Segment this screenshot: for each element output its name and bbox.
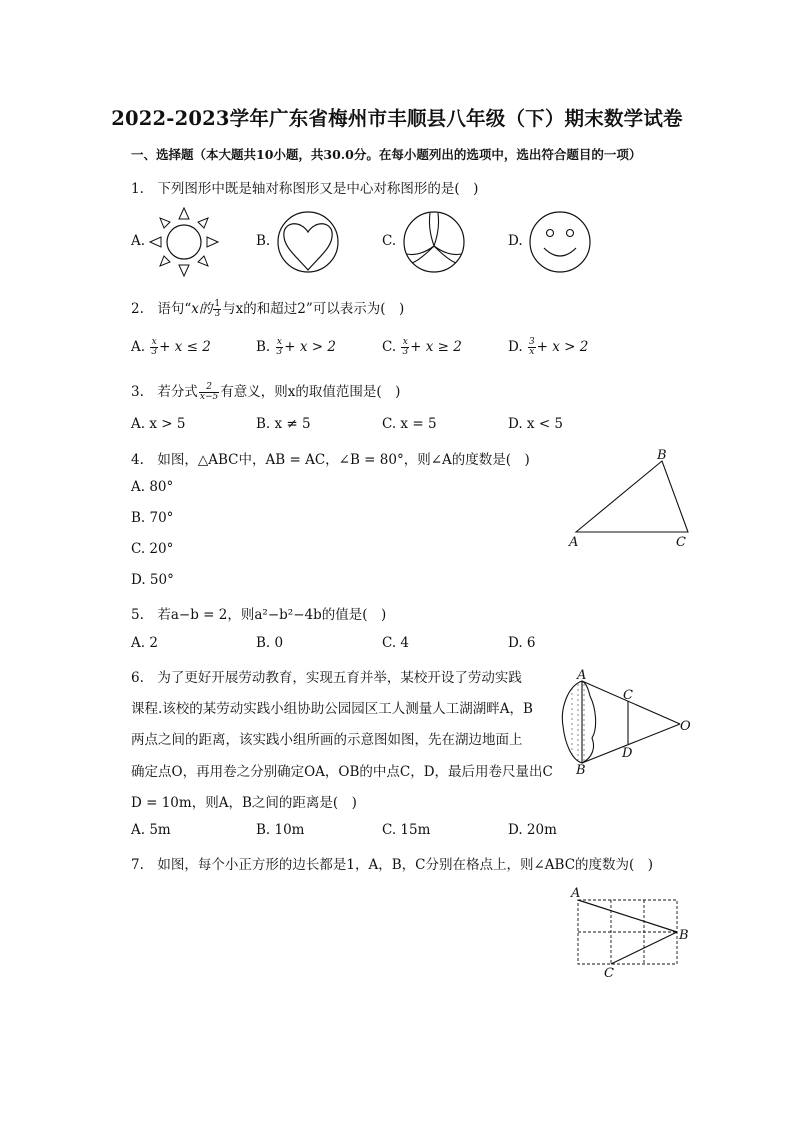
q1-option-c-label[interactable]: C. — [382, 233, 397, 249]
q3-option-a[interactable]: A. x > 5 — [131, 416, 186, 432]
q1-option-a-label[interactable]: A. — [131, 233, 146, 249]
q5-option-b[interactable]: B. 0 — [256, 635, 284, 651]
question-6-line-2: 课程.该校的某劳动实践小组协助公园园区工人测量人工湖湖畔A，B — [131, 701, 533, 717]
label-a: A — [577, 668, 587, 683]
label-a: A — [571, 886, 581, 901]
label-a: A — [569, 535, 579, 550]
question-6-line-5: D = 10m，则A，B之间的距离是( ) — [131, 795, 357, 811]
label-o: O — [680, 719, 691, 734]
q2-option-b[interactable]: B. $\frac{x}{3}$ + x > 2 — [256, 337, 336, 357]
q4-option-c[interactable]: C. 20° — [131, 541, 174, 557]
label-b: B — [657, 448, 667, 463]
q4-option-d[interactable]: D. 50° — [131, 572, 174, 588]
lake-measure-figure — [556, 668, 696, 778]
section-heading: 一、选择题（本大题共10小题，共30.0分。在每小题列出的选项中，选出符合题目的一项） — [131, 147, 642, 162]
q6-option-c[interactable]: C. 15m — [382, 822, 431, 838]
q1-option-d-label[interactable]: D. — [508, 233, 523, 249]
q2-option-c[interactable]: C. $\frac{x}{3}$ + x ≥ 2 — [382, 337, 462, 357]
heart-figure — [276, 210, 340, 274]
question-6-line-1: 6. 为了更好开展劳动教育，实现五育并举，某校开设了劳动实践 — [131, 670, 522, 686]
label-d: D — [622, 746, 633, 761]
smiley-figure — [528, 210, 592, 274]
q3-option-b[interactable]: B. x ≠ 5 — [256, 416, 311, 432]
q5-option-d[interactable]: D. 6 — [508, 635, 536, 651]
fraction: $\frac{1}{3}$ — [214, 299, 221, 319]
question-7-stem: 7. 如图，每个小正方形的边长都是1，A，B，C分别在格点上，则∠ABC的度数为( ) — [131, 857, 654, 873]
sun-figure — [148, 206, 220, 278]
q6-option-b[interactable]: B. 10m — [256, 822, 305, 838]
question-5-stem: 5. 若a−b = 2，则a²−b²−4b的值是( ) — [131, 607, 387, 623]
q5-option-a[interactable]: A. 2 — [131, 635, 158, 651]
label-c: C — [676, 535, 686, 550]
triangle-abc-figure — [565, 446, 695, 548]
label-b: B — [679, 928, 689, 943]
q5-option-c[interactable]: C. 4 — [382, 635, 410, 651]
q1-option-b-label[interactable]: B. — [256, 233, 271, 249]
question-6-line-3: 两点之间的距离，该实践小组所画的示意图如图，先在湖边地面上 — [131, 732, 523, 748]
q6-option-a[interactable]: A. 5m — [131, 822, 171, 838]
label-b: B — [576, 763, 586, 778]
question-6-line-4: 确定点O，再用卷之分别确定OA，OB的中点C，D，最后用卷尺量出C — [131, 764, 553, 780]
q4-option-a[interactable]: A. 80° — [131, 479, 174, 495]
question-1-stem: 1. 下列图形中既是轴对称图形又是中心对称图形的是( ) — [131, 181, 479, 197]
q3-option-c[interactable]: C. x = 5 — [382, 416, 437, 432]
q6-option-d[interactable]: D. 20m — [508, 822, 557, 838]
page-title: 2022-2023学年广东省梅州市丰顺县八年级（下）期末数学试卷 — [111, 107, 683, 130]
question-4-stem: 4. 如图，△ABC中，AB = AC，∠B = 80°，则∠A的度数是( ) — [131, 452, 530, 468]
q2-option-a[interactable]: A. $\frac{x}{3}$ + x ≤ 2 — [131, 337, 211, 357]
q4-option-b[interactable]: B. 70° — [131, 510, 174, 526]
q3-option-d[interactable]: D. x < 5 — [508, 416, 564, 432]
label-c: C — [623, 688, 633, 703]
question-3-stem: 3. 若分式 $\frac{2}{x-5}$ 有意义，则x的取值范围是( ) — [131, 382, 401, 402]
q2-option-d[interactable]: D. $\frac{3}{x}$ + x > 2 — [508, 337, 589, 357]
grid-angle-figure — [566, 884, 692, 981]
question-2-stem: 2. 语句“x的 $\frac{1}{3}$ 与x的和超过2”可以表示为( ) — [131, 299, 405, 319]
three-arc-figure — [402, 210, 466, 274]
label-c: C — [604, 966, 614, 981]
